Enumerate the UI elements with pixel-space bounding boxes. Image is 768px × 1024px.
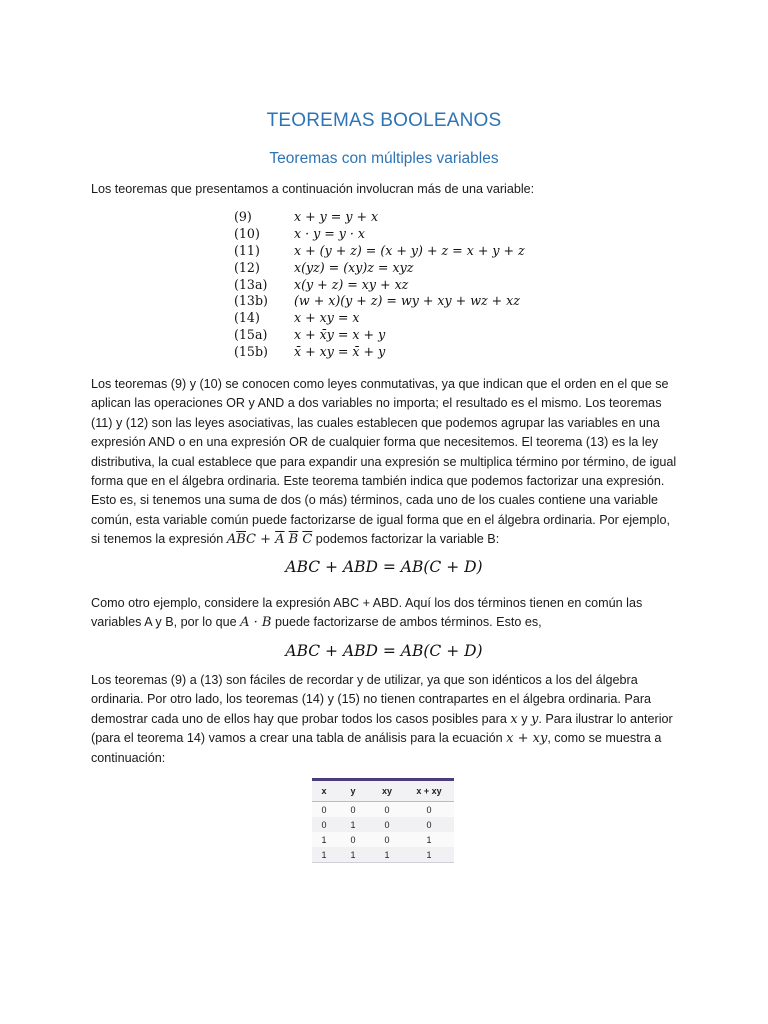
table-cell: 1 (404, 847, 454, 863)
table-cell: 1 (336, 817, 370, 832)
table-cell: 0 (370, 817, 404, 832)
theorem-number: (12) (234, 259, 260, 275)
example-paragraph (91, 594, 681, 633)
table-cell: 0 (336, 802, 370, 818)
factorization-equation: ABC + ABD = AB(C + D) (285, 558, 483, 576)
table-cell: 1 (370, 847, 404, 863)
theorem-number: (15b) (234, 344, 268, 360)
inline-variable: x (510, 711, 518, 727)
table-row (312, 832, 454, 847)
theorem-number: (15a) (234, 327, 268, 343)
column-header: xy (370, 780, 404, 802)
column-header: y (336, 780, 370, 802)
expr-var: A (226, 532, 237, 548)
expr-var-negated: $\overline{B}$ (236, 532, 246, 548)
inline-expression: A · B (240, 615, 272, 631)
theorem-row (234, 226, 525, 243)
theorem-row (234, 327, 525, 344)
expr-var-negated: $\overline{B}$ (288, 532, 299, 548)
theorem-number: (13b) (234, 293, 268, 309)
theorem-equation: x + x̄y = x + y (294, 327, 386, 343)
theorem-equation: x(yz) = (xy)z = xyz (294, 259, 414, 275)
paragraph-text: Los teoremas (9) y (10) se conocen como leyes conmutativas, ya que indican que el orden en el que se aplican las operaciones OR y AND a dos variables no importa; el resultado es el mismo. Los teoremas (11) y (12) son las leyes asociativas, las cuales establecen que podemos agrupar las variables en una expresión AND o en una expresión OR de cualquier forma que necesitemos. El teorema (13) es la ley distributiva, la cual establece que para expandir una expresión se multiplica término por término, de igual forma que en el álgebra ordinaria. Este teorema también indica que podemos factorizar una expresión. Esto es, si tenemos una suma de dos (o más) términos, cada uno de los cuales contiene una variable común, esta variable común puede factorizarse de igual forma que en el álgebra ordinaria. Por ejemplo, si tenemos la expresión (91, 377, 677, 547)
table-cell: 0 (370, 832, 404, 847)
table-cell: 0 (404, 817, 454, 832)
theorem-row (234, 310, 525, 327)
theorem-equation: x · y = y · x (294, 225, 366, 241)
table-cell: 1 (336, 847, 370, 863)
inline-variable: y (531, 711, 539, 727)
table-cell: 1 (312, 832, 336, 847)
paragraph-text: Los teoremas (9) a (13) son fáciles de recordar y de utilizar, ya que son idénticos a los del álgebra ordinaria. Por otro lado, los teoremas (14) y (15) no tienen contrapartes en el álgebra ordinaria. Para demostrar cada uno de ellos hay que probar todos los casos posibles para (91, 673, 652, 726)
theorem-number: (13a) (234, 276, 268, 292)
paragraph-text: Como otro ejemplo, considere la expresión ABC + ABD. Aquí los dos términos tienen en común las variables A y B, por lo que (91, 596, 643, 630)
theorem-row (234, 243, 525, 260)
theorem-row (234, 209, 525, 226)
table-header-row (312, 780, 454, 802)
page-title: TEOREMAS BOOLEANOS (266, 110, 502, 131)
paragraph-text: . Para ilustrar lo anterior (para el teorema 14) vamos a crear una tabla de análisis para la ecuación (91, 711, 673, 746)
section-subtitle: Teoremas con múltiples variables (269, 150, 499, 167)
inline-expression: x + xy (506, 731, 548, 747)
theorem-row (234, 293, 525, 310)
theorem-equation: x + (y + z) = (x + y) + z = x + y + z (294, 242, 525, 258)
theorem-number: (14) (234, 310, 260, 326)
theorem-equation: (w + x)(y + z) = wy + xy + wz + xz (294, 293, 520, 309)
inline-expression (227, 532, 313, 547)
theorem-equation: x + xy = x (294, 310, 360, 326)
table-cell: 1 (312, 847, 336, 863)
paragraph-text: puede factorizarse de ambos términos. Esto es, (271, 615, 542, 630)
theorem-row (234, 277, 525, 294)
paragraph-text: podemos factorizar la variable B: (312, 532, 500, 547)
intro-paragraph: Los teoremas que presentamos a continuación involucran más de una variable: (91, 182, 535, 196)
table-row (312, 817, 454, 832)
factorization-equation: ABC + ABD = AB(C + D) (285, 642, 483, 660)
theorem-list (234, 209, 525, 361)
table-cell: 0 (370, 802, 404, 818)
table-row (312, 802, 454, 818)
table-cell: 1 (404, 832, 454, 847)
expr-var: C (246, 532, 256, 548)
column-header: x + xy (404, 780, 454, 802)
table-cell: 0 (312, 817, 336, 832)
paragraph-text: y (517, 711, 531, 726)
table-cell: 0 (312, 802, 336, 818)
expr-var-negated: $\overline{C}$ (302, 532, 313, 548)
theorem-number: (9) (234, 209, 252, 224)
truth-table (312, 778, 454, 863)
theorem-equation: x̄ + xy = x̄ + y (294, 344, 386, 360)
expr-operator: + (255, 532, 276, 548)
theorem-equation: x + y = y + x (294, 209, 379, 224)
theorem-number: (11) (234, 242, 260, 258)
column-header: x (312, 780, 336, 802)
theorem-row (234, 260, 525, 277)
theorem-row (234, 344, 525, 361)
analysis-paragraph (91, 671, 681, 768)
expr-var-negated: $\overline{A}$ (275, 532, 285, 548)
table-cell: 0 (336, 832, 370, 847)
theorem-equation: x(y + z) = xy + xz (294, 276, 409, 292)
table-cell: 0 (404, 802, 454, 818)
paragraph-text: , como se muestra a continuación: (91, 731, 662, 765)
theorem-number: (10) (234, 225, 260, 241)
table-row (312, 847, 454, 863)
distributive-paragraph (91, 375, 681, 550)
